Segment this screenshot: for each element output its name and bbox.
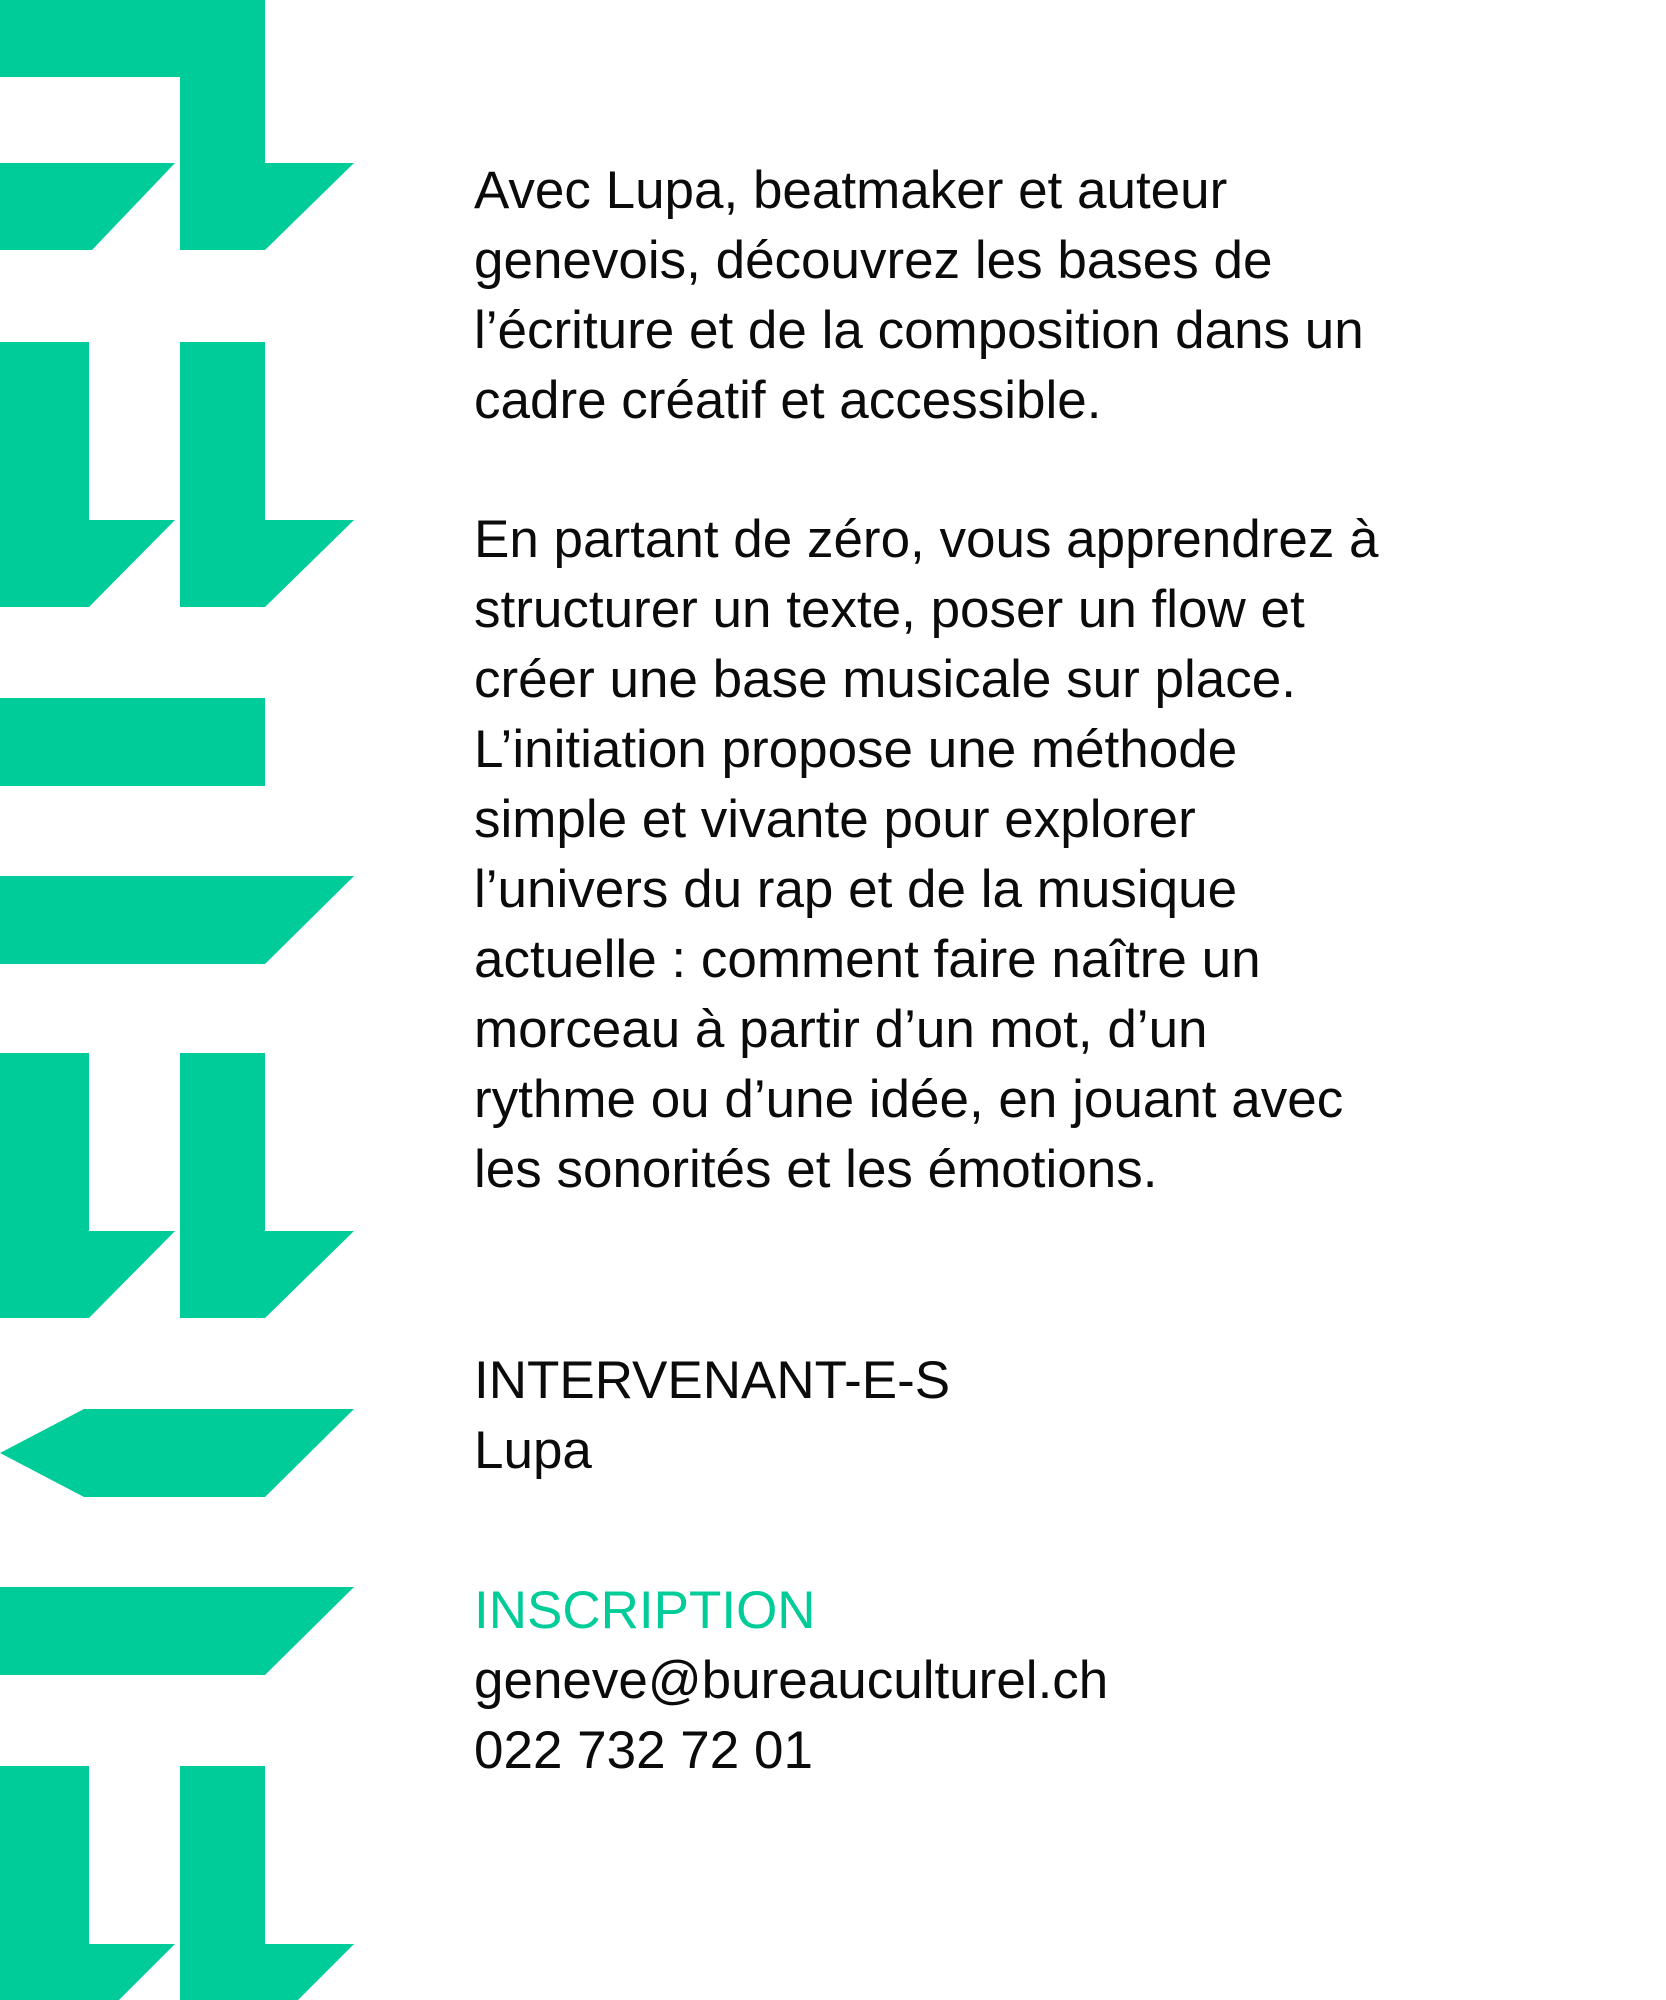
description-line: L’initiation propose une méthode	[474, 720, 1238, 779]
registration-email: geneve@bureauculturel.ch	[474, 1651, 1109, 1710]
pattern-shape	[0, 1587, 354, 1675]
description-line: l’univers du rap et de la musique	[474, 860, 1238, 919]
description-line: créer une base musicale sur place.	[474, 650, 1296, 709]
description-paragraph	[474, 505, 1624, 1205]
description-line: actuelle : comment faire naître un	[474, 930, 1261, 989]
pattern-shape	[0, 1944, 175, 2000]
description-line: les sonorités et les émotions.	[474, 1140, 1158, 1199]
pattern-shape	[180, 1053, 354, 1318]
description-line: En partant de zéro, vous apprendrez à	[474, 510, 1379, 569]
pattern-shape	[180, 1766, 354, 2000]
intro-line: l’écriture et de la composition dans un	[474, 301, 1364, 360]
pattern-shape	[0, 1053, 89, 1231]
pattern-shape	[0, 342, 89, 520]
description-line: structurer un texte, poser un flow et	[474, 580, 1305, 639]
intro-line: genevois, découvrez les bases de	[474, 231, 1273, 290]
pattern-shape	[0, 520, 175, 607]
pattern-shape	[180, 342, 354, 607]
pattern-shape	[0, 1231, 175, 1318]
description-line: rythme ou d’une idée, en jouant avec	[474, 1070, 1344, 1129]
speakers-heading: INTERVENANT-E-S	[474, 1351, 951, 1410]
description-line: simple et vivante pour explorer	[474, 790, 1196, 849]
description-line: morceau à partir d’un mot, d’un	[474, 1000, 1208, 1059]
intro-line: Avec Lupa, beatmaker et auteur	[474, 161, 1228, 220]
pattern-shape	[0, 1409, 354, 1497]
speakers-section	[474, 1346, 1624, 1486]
speaker-name: Lupa	[474, 1421, 592, 1480]
registration-heading: INSCRIPTION	[474, 1581, 816, 1640]
pattern-shape	[0, 876, 354, 964]
brand-pattern-graphic	[0, 0, 360, 2000]
pattern-shape	[0, 1766, 89, 1944]
pattern-shape	[0, 163, 175, 250]
intro-paragraph	[474, 156, 1624, 436]
registration-phone: 022 732 72 01	[474, 1721, 813, 1780]
intro-line: cadre créatif et accessible.	[474, 371, 1102, 430]
registration-section	[474, 1576, 1624, 1786]
pattern-shape	[0, 698, 265, 786]
